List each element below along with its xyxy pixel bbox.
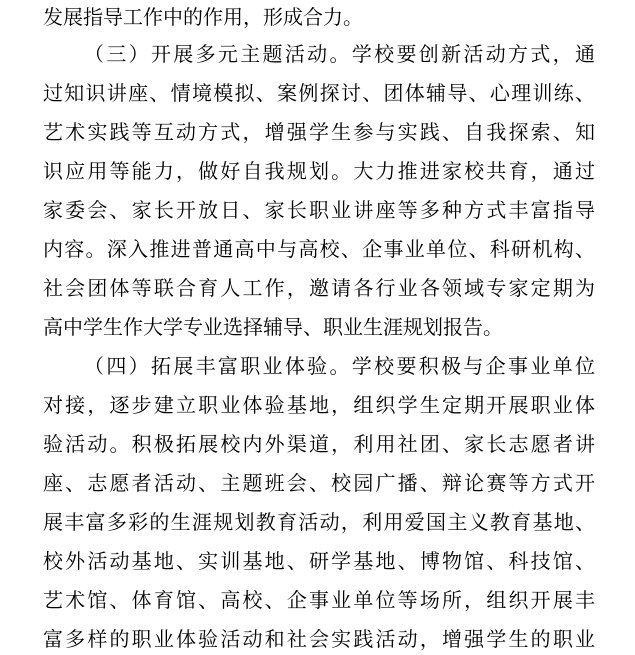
text-line: 发展指导工作中的作用，形成合力。 <box>43 5 363 29</box>
text-line: 社会团体等联合育人工作，邀请各行业各领域专家定期为 <box>43 276 595 300</box>
text-line: 验活动。积极拓展校内外渠道，利用社团、家长志愿者讲 <box>43 432 595 456</box>
text-line: 家委会、家长开放日、家长职业讲座等多种方式丰富指导 <box>43 198 595 222</box>
text-line: 座、志愿者活动、主题班会、校园广播、辩论赛等方式开 <box>43 471 595 495</box>
text-line: 高中学生作大学专业选择辅导、职业生涯规划报告。 <box>43 315 503 339</box>
section-heading-three: （三）开展多元主题活动。学校要创新活动方式，通 <box>84 42 595 66</box>
text-line: 对接，逐步建立职业体验基地，组织学生定期开展职业体 <box>43 393 595 417</box>
text-line: 内容。深入推进普通高中与高校、企事业单位、科研机构、 <box>43 237 595 261</box>
text-line: 校外活动基地、实训基地、研学基地、博物馆、科技馆、 <box>43 549 595 573</box>
text-line: 展丰富多彩的生涯规划教育活动，利用爱国主义教育基地、 <box>43 510 595 534</box>
text-line: 艺术馆、体育馆、高校、企事业单位等场所，组织开展丰 <box>43 588 595 612</box>
text-line: 过知识讲座、情境模拟、案例探讨、团体辅导、心理训练、 <box>43 81 595 105</box>
text-line: 富多样的职业体验活动和社会实践活动，增强学生的职业 <box>43 627 595 651</box>
text-line: 识应用等能力，做好自我规划。大力推进家校共育，通过 <box>43 159 595 183</box>
text-line: 艺术实践等互动方式，增强学生参与实践、自我探索、知 <box>43 120 595 144</box>
section-heading-four: （四）拓展丰富职业体验。学校要积极与企事业单位 <box>84 354 595 378</box>
